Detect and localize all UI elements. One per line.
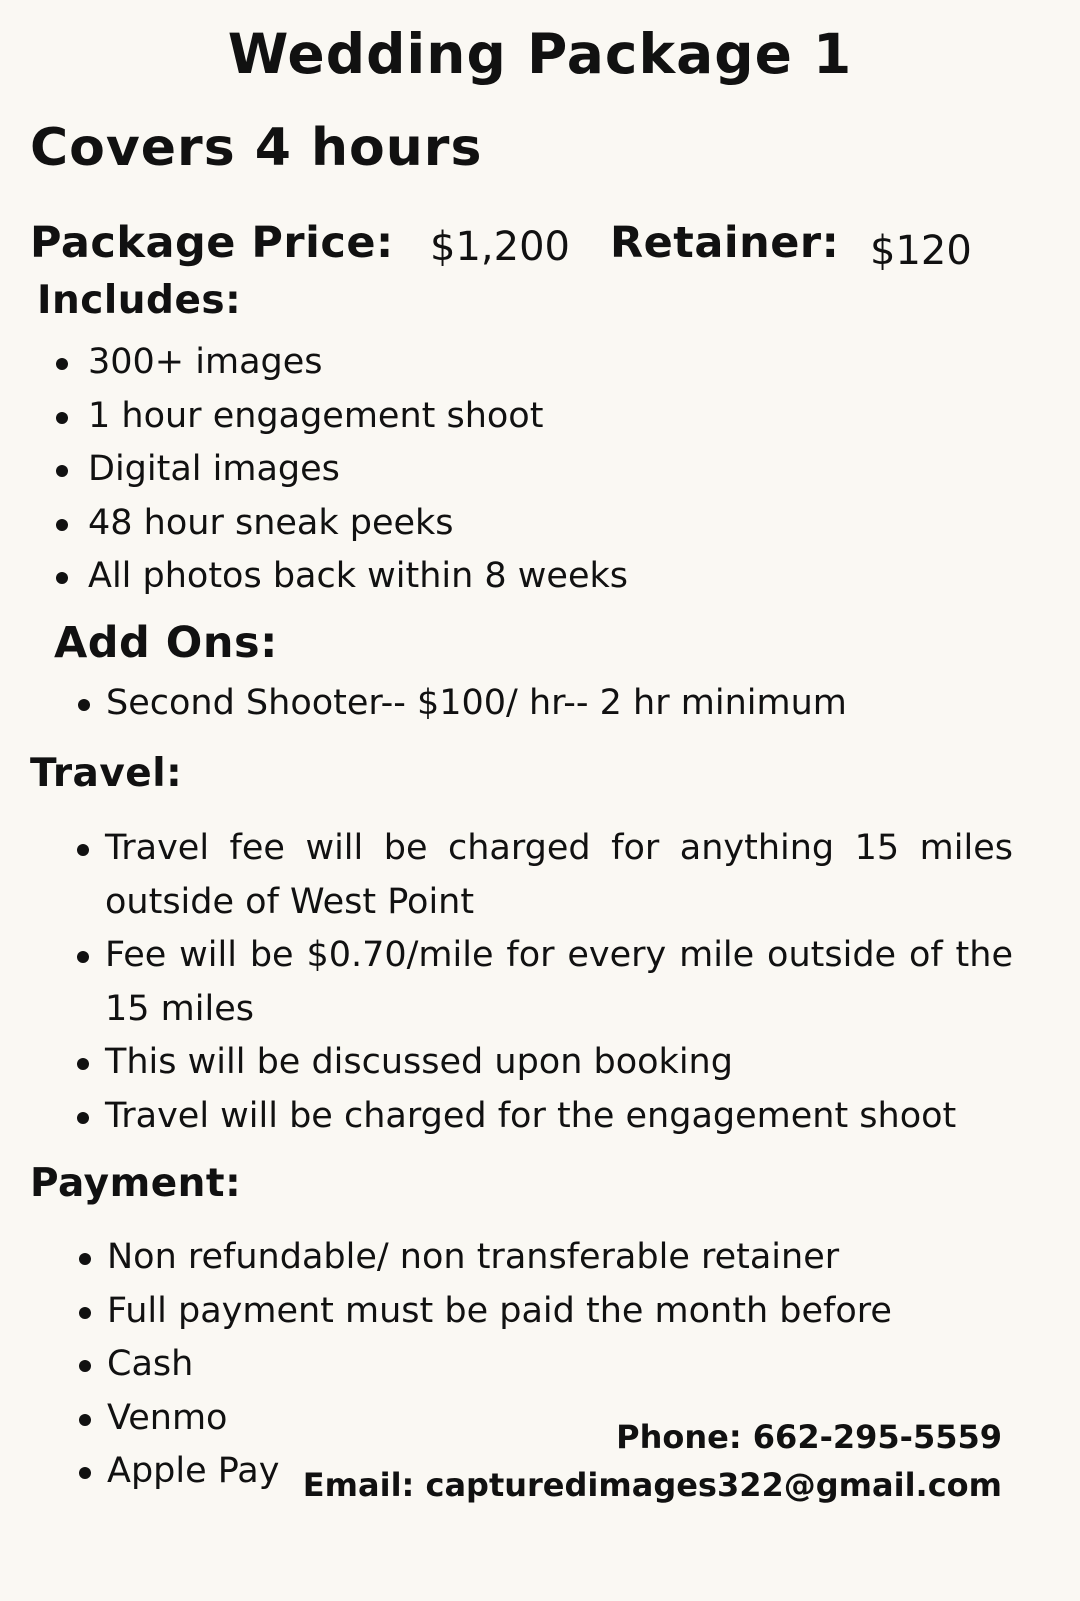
list-item: 48 hour sneak peeks (52, 497, 628, 551)
package-price-value: $1,200 (430, 224, 570, 270)
travel-heading: Travel: (30, 751, 183, 796)
includes-heading: Includes: (37, 278, 242, 323)
list-item: All photos back within 8 weeks (52, 550, 628, 604)
package-price-label: Package Price: (30, 218, 394, 268)
coverage-heading: Covers 4 hours (30, 118, 483, 178)
travel-list (73, 822, 1013, 1143)
list-item: This will be discussed upon booking (73, 1036, 1013, 1090)
list-item: Travel will be charged for the engagement shoot (73, 1090, 1013, 1144)
list-item: Travel fee will be charged for anything 15 miles outside of West Point (73, 822, 1013, 929)
addons-list (74, 677, 847, 731)
list-item: Full payment must be paid the month before (75, 1285, 892, 1339)
page-title: Wedding Package 1 (227, 22, 853, 86)
contact-email: Email: capturedimages322@gmail.com (302, 1466, 1002, 1504)
list-item: 1 hour engagement shoot (52, 390, 628, 444)
list-item: Digital images (52, 443, 628, 497)
addons-heading: Add Ons: (54, 618, 278, 668)
list-item: Fee will be $0.70/mile for every mile outside of the 15 miles (73, 929, 1013, 1036)
payment-list (75, 1231, 892, 1499)
list-item: Non refundable/ non transferable retainer (75, 1231, 892, 1285)
list-item: Apple Pay (75, 1445, 892, 1499)
retainer-value: $120 (870, 228, 972, 274)
list-item: Second Shooter-- $100/ hr-- 2 hr minimum (74, 677, 847, 731)
contact-phone: Phone: 662-295-5559 (616, 1418, 1002, 1456)
list-item: 300+ images (52, 336, 628, 390)
list-item: Venmo (75, 1392, 892, 1446)
retainer-label: Retainer: (610, 218, 840, 268)
list-item: Cash (75, 1338, 892, 1392)
payment-heading: Payment: (30, 1161, 242, 1206)
includes-list (52, 336, 628, 604)
